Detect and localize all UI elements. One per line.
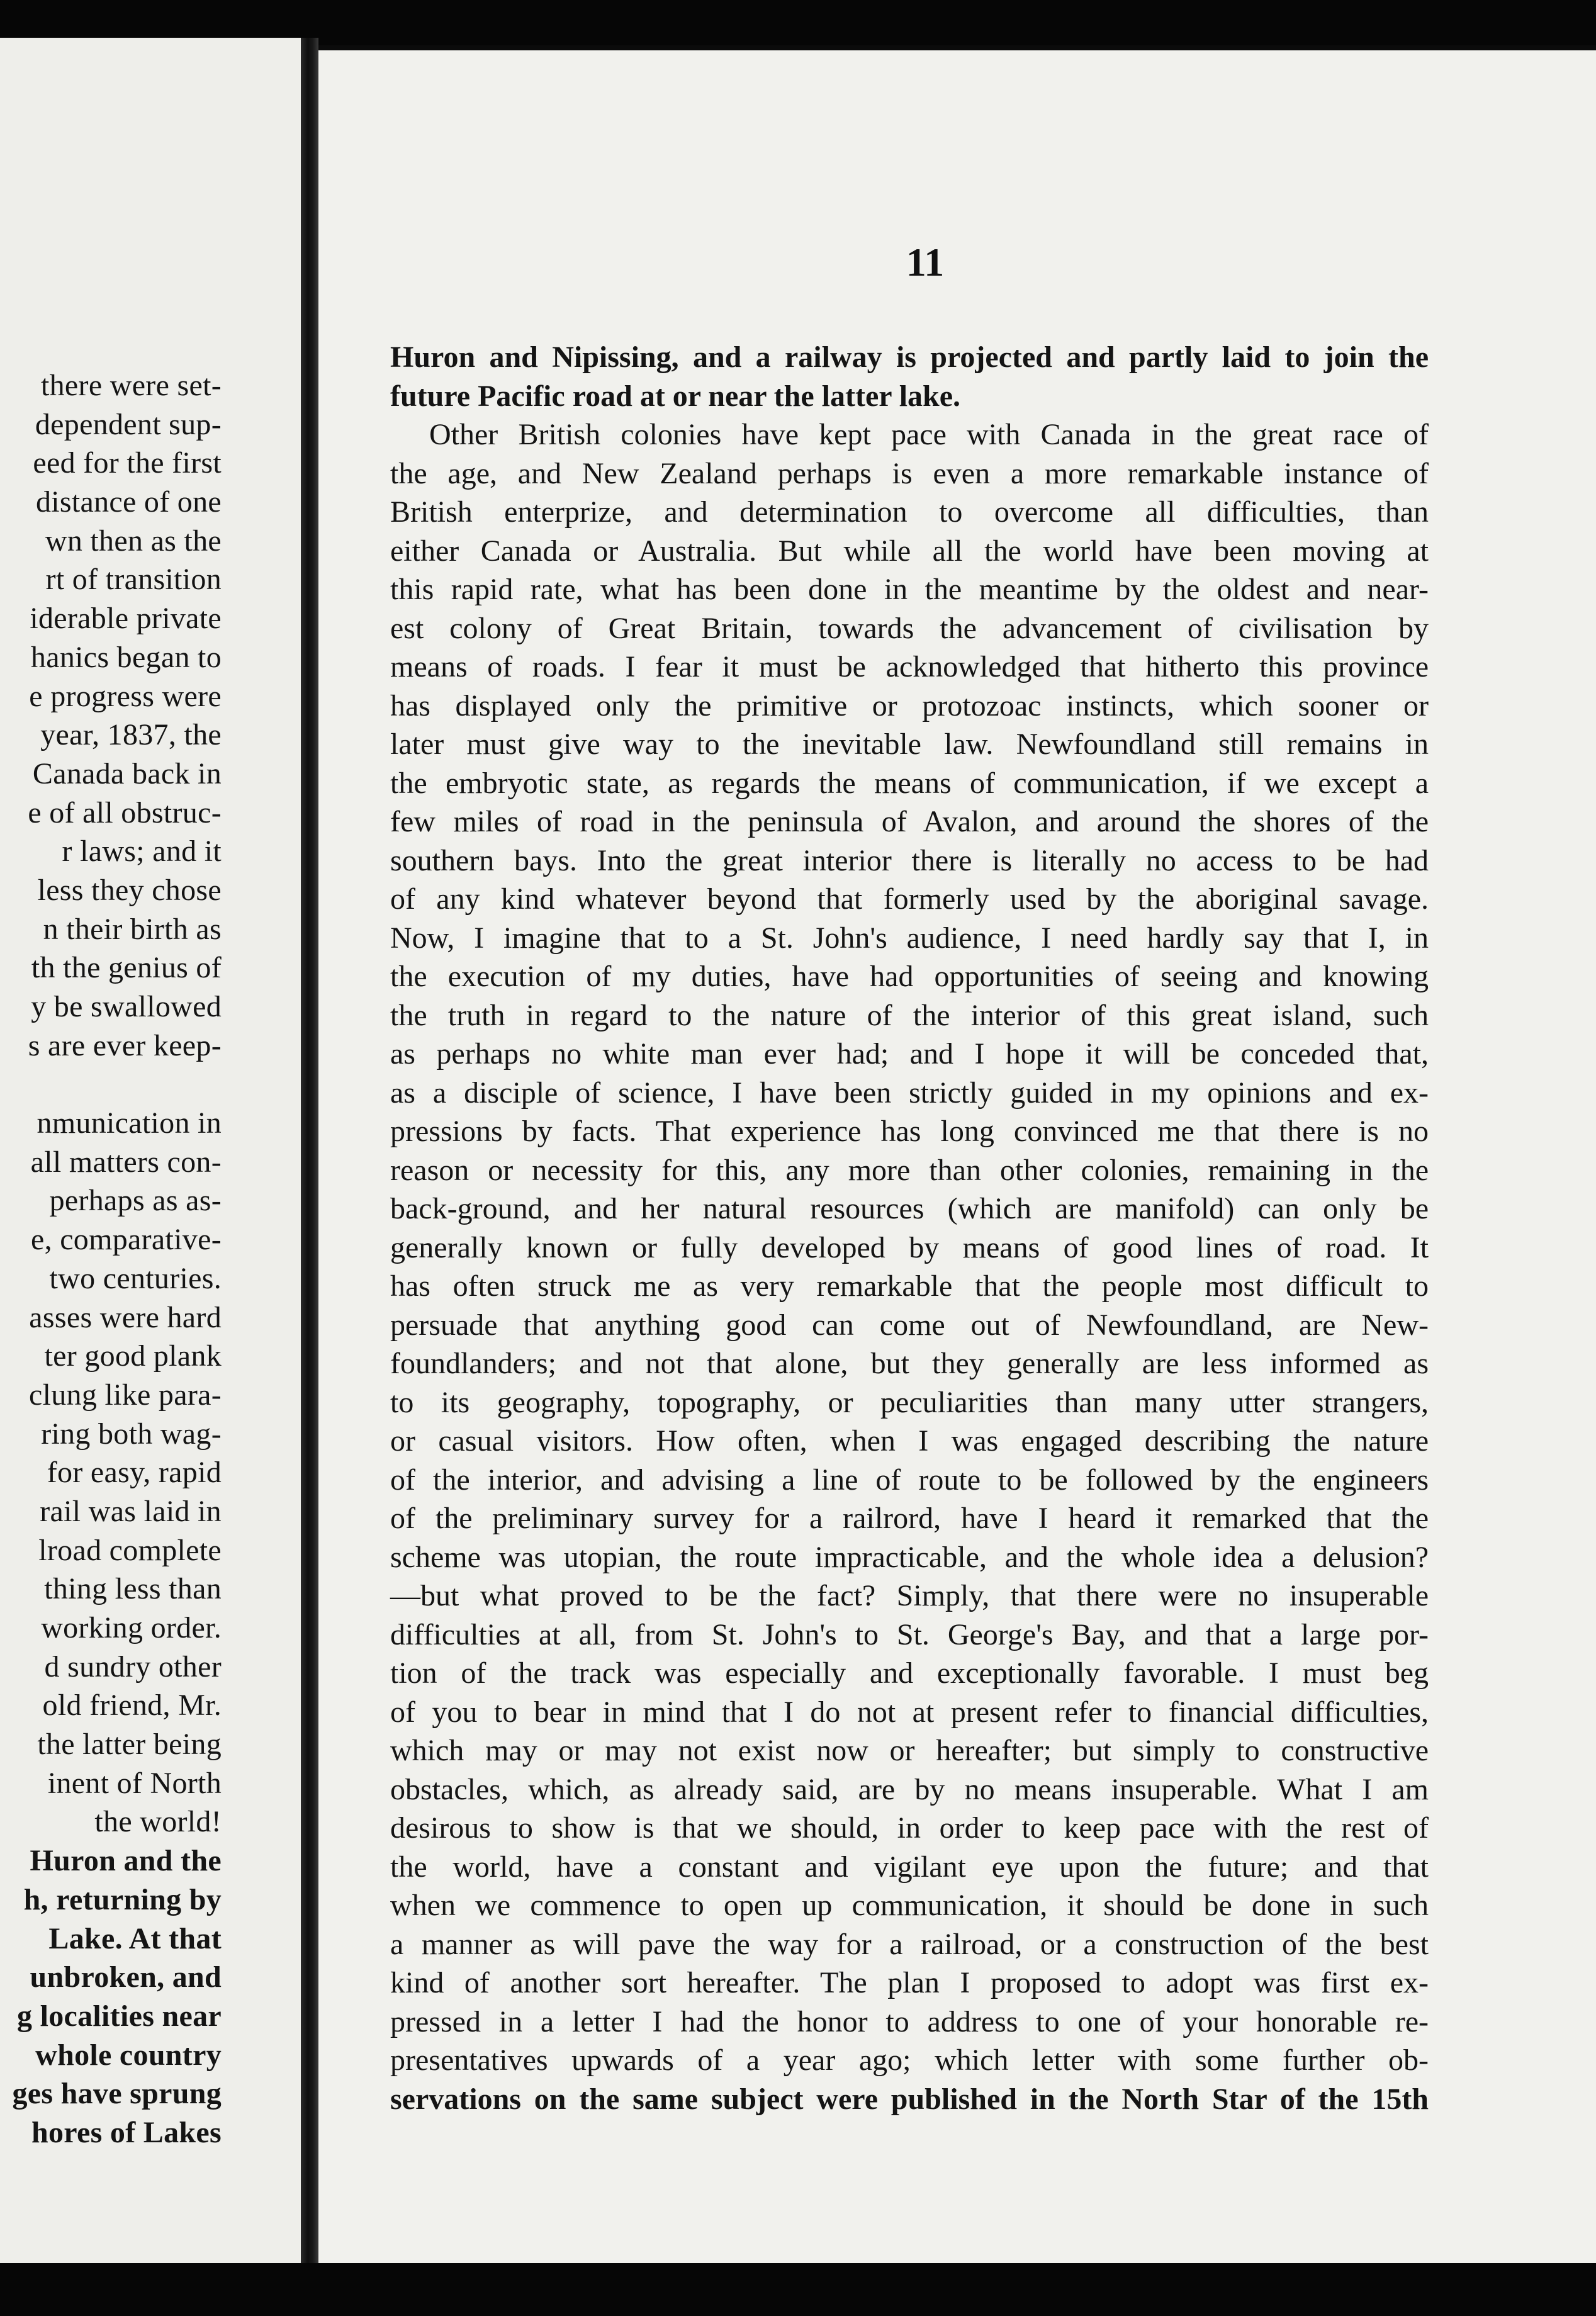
left-page-line: old friend, Mr.: [42, 1689, 222, 1723]
left-page-line: n their birth as: [43, 912, 222, 946]
text-line: as a disciple of science, I have been strictly guided in my opinions and ex-: [390, 1076, 1429, 1110]
left-page-line: the latter being: [37, 1728, 222, 1762]
text-line: tion of the track was especially and exceptionally favorable. I must beg: [390, 1656, 1429, 1690]
text-line: the world, have a constant and vigilant eye upon the future; and that: [390, 1850, 1429, 1884]
text-line: future Pacific road at or near the latter lake.: [390, 379, 961, 413]
text-line: the execution of my duties, have had opportunities of seeing and knowing: [390, 960, 1429, 993]
text-line: kind of another sort hereafter. The plan I proposed to adopt was first ex-: [390, 1966, 1429, 1999]
left-page-line: e, comparative-: [31, 1223, 222, 1257]
left-page-line: ges have sprung: [12, 2077, 222, 2111]
left-page: [0, 38, 301, 2266]
left-page-line: all matters con-: [30, 1145, 222, 1179]
left-page-line: perhaps as as-: [49, 1184, 222, 1218]
left-page-line: wn then as the: [45, 524, 222, 558]
text-line: a manner as will pave the way for a railroad, or a construction of the best: [390, 1927, 1429, 1961]
left-page-fragments: [0, 366, 222, 2152]
left-page-line: rail was laid in: [40, 1494, 222, 1528]
left-page-line: hores of Lakes: [31, 2115, 222, 2149]
left-page-line: asses were hard: [29, 1300, 222, 1334]
text-line: either Canada or Australia. But while all the world have been moving at: [390, 534, 1429, 568]
text-line: of you to bear in mind that I do not at present refer to financial difficulties,: [390, 1695, 1429, 1729]
text-line: presentatives upwards of a year ago; which letter with some further ob-: [390, 2043, 1429, 2077]
left-page-line: hanics began to: [30, 640, 222, 674]
left-page-line: r laws; and it: [62, 835, 222, 868]
left-page-line: d sundry other: [44, 1650, 222, 1684]
text-line: servations on the same subject were published in the North Star of the 15th: [390, 2082, 1429, 2116]
left-page-line: y be swallowed: [31, 990, 222, 1023]
text-line: this rapid rate, what has been done in the meantime by the oldest and near-: [390, 573, 1429, 606]
left-page-line: two centuries.: [49, 1261, 222, 1295]
text-line: Other British colonies have kept pace with Canada in the great race of: [429, 418, 1429, 451]
body-text: [390, 338, 1429, 2118]
text-line: few miles of road in the peninsula of Avalon, and around the shores of the: [390, 805, 1429, 838]
left-page-line: clung like para-: [29, 1378, 222, 1412]
left-page-line: Canada back in: [32, 756, 222, 790]
left-page-line: Huron and the: [30, 1844, 222, 1878]
text-line: of the interior, and advising a line of route to be followed by the engineers: [390, 1463, 1429, 1497]
text-line: difficulties at all, from St. John's to St. George's Bay, and that a large por-: [390, 1617, 1429, 1651]
left-page-line: ter good plank: [44, 1339, 222, 1373]
left-page-line: year, 1837, the: [40, 718, 222, 752]
left-page-line: lroad complete: [38, 1533, 222, 1567]
book-spine: [301, 38, 318, 2266]
text-line: the truth in regard to the nature of the interior of this great island, such: [390, 998, 1429, 1032]
left-page-line: th the genius of: [31, 951, 222, 985]
text-line: Now, I imagine that to a St. John's audience, I need hardly say that I, in: [390, 921, 1429, 955]
text-line: has often struck me as very remarkable that the people most difficult to: [390, 1269, 1429, 1303]
text-line: persuade that anything good can come out of Newfoundland, are New-: [390, 1308, 1429, 1342]
text-line: generally known or fully developed by means of good lines of road. It: [390, 1230, 1429, 1264]
text-line: the age, and New Zealand perhaps is even a more remarkable instance of: [390, 456, 1429, 490]
left-page-line: ring both wag-: [41, 1417, 222, 1451]
text-line: means of roads. I fear it must be acknowledged that hitherto this province: [390, 650, 1429, 683]
left-page-line: s are ever keep-: [28, 1028, 222, 1062]
text-line: the embryotic state, as regards the means of communication, if we except a: [390, 766, 1429, 800]
left-page-line: for easy, rapid: [47, 1456, 222, 1490]
text-line: to its geography, topography, or peculiarities than many utter strangers,: [390, 1385, 1429, 1419]
text-line: of the preliminary survey for a railrord, have I heard it remarked that the: [390, 1502, 1429, 1535]
text-line: which may or may not exist now or hereafter; but simply to constructive: [390, 1734, 1429, 1767]
text-line: of any kind whatever beyond that formerly used by the aboriginal savage.: [390, 882, 1429, 916]
text-line: obstacles, which, as already said, are by no means insuperable. What I am: [390, 1772, 1429, 1806]
text-line: Huron and Nipissing, and a railway is projected and partly laid to join the: [390, 340, 1429, 374]
left-page-line: the world!: [94, 1805, 222, 1839]
left-page-line: unbroken, and: [30, 1960, 222, 1994]
text-line: —but what proved to be the fact? Simply, that there were no insuperable: [390, 1579, 1429, 1612]
text-line: when we commence to open up communication, it should be done in such: [390, 1889, 1429, 1922]
text-line: later must give way to the inevitable law. Newfoundland still remains in: [390, 728, 1429, 761]
left-page-line: less they chose: [37, 873, 222, 907]
left-page-line: g localities near: [16, 1999, 222, 2033]
text-line: reason or necessity for this, any more than other colonies, remaining in the: [390, 1153, 1429, 1187]
text-line: foundlanders; and not that alone, but they generally are less informed as: [390, 1347, 1429, 1380]
left-page-line: e progress were: [29, 679, 222, 713]
text-line: desirous to show is that we should, in order to keep pace with the rest of: [390, 1811, 1429, 1845]
left-page-line: inent of North: [47, 1766, 222, 1800]
scan-bottom-border: [0, 2263, 1596, 2316]
text-line: pressed in a letter I had the honor to address to one of your honorable re-: [390, 2004, 1429, 2038]
left-page-line: Lake. At that: [48, 1921, 222, 1955]
text-line: pressions by facts. That experience has long convinced me that there is no: [390, 1115, 1429, 1148]
page-number: 11: [906, 240, 945, 284]
left-page-line: e of all obstruc-: [28, 795, 222, 829]
left-page-line: h, returning by: [23, 1882, 222, 1916]
left-page-line: dependent sup-: [35, 407, 222, 441]
left-page-line: distance of one: [35, 485, 222, 519]
left-page-line: [0, 1065, 222, 1104]
left-page-line: thing less than: [44, 1572, 222, 1606]
text-line: southern bays. Into the great interior there is literally no access to be had: [390, 843, 1429, 877]
text-line: scheme was utopian, the route impracticable, and the whole idea a delusion?: [390, 1540, 1429, 1574]
left-page-line: there were set-: [41, 369, 222, 402]
left-page-line: iderable private: [30, 602, 222, 636]
text-line: British enterprize, and determination to overcome all difficulties, than: [390, 495, 1429, 529]
text-line: or casual visitors. How often, when I was engaged describing the nature: [390, 1424, 1429, 1458]
left-page-line: eed for the first: [33, 446, 222, 480]
text-line: back-ground, and her natural resources (which are manifold) can only be: [390, 1192, 1429, 1225]
left-page-line: working order.: [41, 1611, 222, 1644]
left-page-line: rt of transition: [45, 563, 222, 597]
text-line: est colony of Great Britain, towards the advancement of civilisation by: [390, 611, 1429, 645]
text-line: as perhaps no white man ever had; and I hope it will be conceded that,: [390, 1037, 1429, 1071]
left-page-line: nmunication in: [37, 1106, 222, 1140]
text-line: has displayed only the primitive or protozoac instincts, which sooner or: [390, 689, 1429, 722]
left-page-line: whole country: [35, 2038, 222, 2072]
